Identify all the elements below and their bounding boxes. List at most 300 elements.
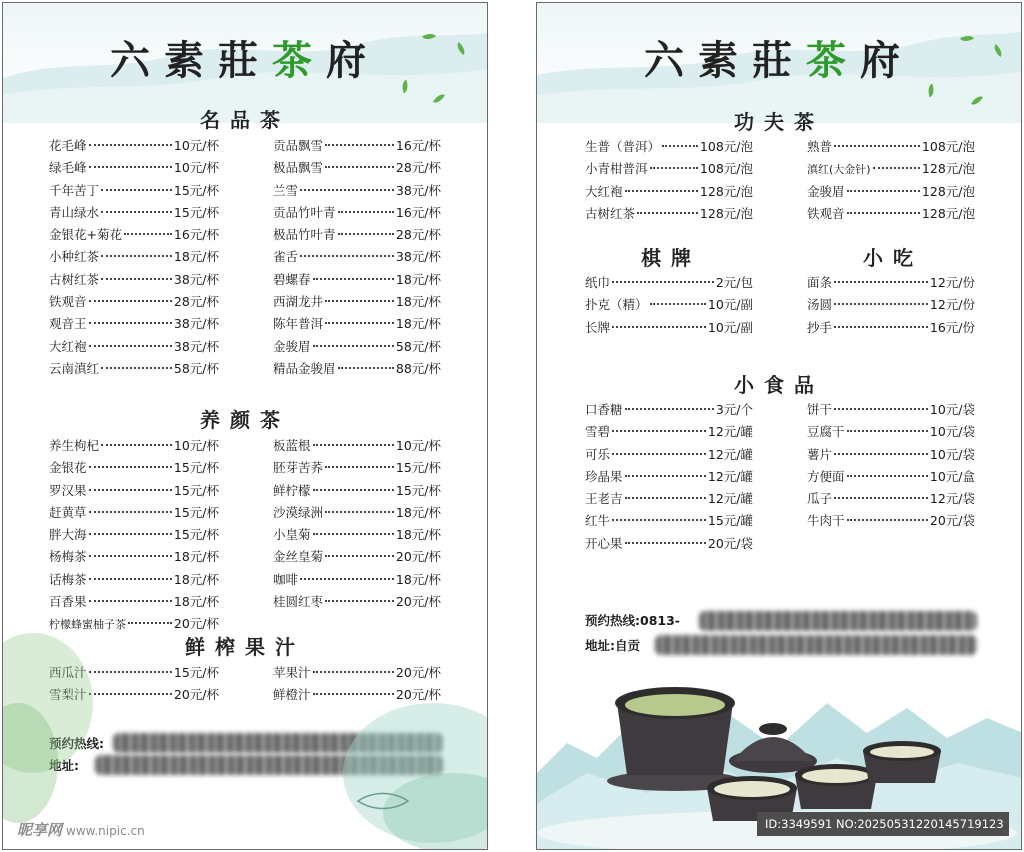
dot-leader (625, 408, 714, 410)
menu-item-price: 38元/杯 (395, 182, 441, 198)
dot-leader (612, 430, 706, 432)
menu-item-price: 18元/杯 (395, 527, 441, 543)
menu-item (273, 570, 441, 592)
menu-item (807, 422, 975, 444)
menu-item-price: 10元/袋 (929, 424, 975, 440)
menu-item-name: 铁观音 (807, 205, 845, 221)
menu-item-name: 瓜子 (807, 491, 833, 507)
dot-leader (325, 466, 394, 468)
dot-leader (625, 475, 706, 477)
menu-item-price: 18元/杯 (173, 249, 219, 265)
dot-leader (834, 281, 928, 283)
watermark-logo: 昵享网 www.nipic.cn (17, 821, 145, 839)
menu-item (49, 359, 219, 381)
menu-item-price: 20元/杯 (395, 665, 441, 680)
menu-item-name: 胚芽苦荞 (273, 460, 324, 476)
dot-leader (101, 189, 172, 191)
menu-item (49, 570, 219, 592)
menu-item (49, 314, 219, 336)
menu-item (585, 182, 753, 204)
menu-item (273, 436, 441, 458)
menu-item-name: 金骏眉 (807, 183, 845, 199)
dot-leader (325, 511, 394, 513)
menu-item-price: 16元/杯 (395, 138, 441, 153)
redacted-phone (699, 611, 977, 631)
dot-leader (101, 211, 172, 213)
menu-item-price: 18元/杯 (173, 594, 219, 610)
menu-card-right (536, 2, 1022, 850)
dot-leader (300, 255, 394, 257)
menu-item-price: 12元/罐 (707, 468, 753, 484)
menu-item-price: 28元/杯 (173, 294, 219, 310)
menu-item-price: 128元/泡 (699, 205, 753, 221)
dot-leader (325, 555, 394, 557)
menu-item-name: 百香果 (49, 594, 87, 610)
menu-item (585, 318, 753, 340)
menu-item-name: 兰雪 (273, 182, 299, 198)
menu-item-price: 38元/杯 (173, 338, 219, 354)
dot-leader (89, 533, 172, 535)
menu-item-price: 10元/杯 (173, 160, 219, 176)
menu-item-price: 18元/杯 (395, 571, 441, 587)
hotline-label: 预约热线: (49, 736, 104, 751)
dot-leader (313, 278, 394, 280)
menu-item-name: 杨梅茶 (49, 549, 87, 565)
dot-leader (89, 166, 172, 168)
menu-item-name: 柠檬蜂蜜柚子茶 (49, 618, 126, 632)
menu-item (49, 458, 219, 480)
menu-item (273, 592, 441, 614)
hotline-visible: 0813- (640, 613, 680, 628)
menu-item (49, 136, 219, 158)
menu-column (49, 136, 219, 381)
menu-item-name: 汤圆 (807, 297, 833, 313)
menu-item-price: 18元/杯 (173, 549, 219, 565)
menu-item-name: 桂圆红枣 (273, 594, 324, 610)
menu-item (49, 158, 219, 180)
menu-item (807, 511, 975, 533)
dot-leader (834, 145, 920, 147)
dot-leader (101, 367, 172, 369)
menu-item-price: 15元/杯 (173, 182, 219, 198)
dot-leader (89, 511, 172, 513)
dot-leader (834, 326, 928, 328)
menu-item (273, 292, 441, 314)
menu-item-price: 58元/杯 (173, 360, 219, 376)
dot-leader (89, 300, 172, 302)
menu-item-name: 罗汉果 (49, 482, 87, 498)
menu-item (807, 445, 975, 467)
menu-item (49, 292, 219, 314)
menu-item (807, 273, 975, 295)
menu-item (807, 318, 975, 340)
dot-leader (101, 255, 172, 257)
menu-item-price: 12元/罐 (707, 446, 753, 462)
menu-item (585, 534, 753, 556)
menu-item-price: 20元/杯 (395, 687, 441, 703)
menu-item-name: 精品金骏眉 (273, 360, 336, 376)
dot-leader (612, 519, 706, 521)
dot-leader (300, 578, 394, 580)
menu-item-name: 王老吉 (585, 491, 623, 507)
dot-leader (834, 408, 928, 410)
menu-item-name: 饼干 (807, 402, 833, 417)
menu-item-price: 20元/杯 (173, 616, 219, 632)
menu-item-name: 板蓝根 (273, 438, 311, 453)
dot-leader (625, 542, 706, 544)
menu-item-price: 10元/杯 (395, 438, 441, 453)
section-title-qipai: 棋牌 (641, 246, 701, 270)
menu-item (807, 137, 975, 159)
menu-item (273, 458, 441, 480)
menu-item-name: 云南滇红 (49, 360, 100, 376)
menu-item (273, 247, 441, 269)
menu-item-name: 可乐 (585, 446, 611, 462)
menu-item-price: 20元/袋 (929, 513, 975, 529)
redacted-address (655, 635, 977, 655)
menu-item-name: 西湖龙井 (273, 294, 324, 310)
dot-leader (338, 367, 394, 369)
dot-leader (313, 533, 394, 535)
menu-item (807, 489, 975, 511)
menu-item (273, 225, 441, 247)
dot-leader (612, 453, 706, 455)
menu-item-name: 豆腐干 (807, 424, 845, 440)
dot-leader (325, 166, 394, 168)
menu-item-name: 养生枸杞 (49, 438, 100, 453)
menu-item (807, 159, 975, 181)
menu-item (273, 270, 441, 292)
menu-item (807, 182, 975, 204)
menu-item-price: 128元/泡 (921, 161, 975, 177)
menu-item-name: 雪梨汁 (49, 687, 87, 703)
menu-item-name: 胖大海 (49, 527, 87, 543)
menu-item-name: 方便面 (807, 468, 845, 484)
menu-item-price: 18元/杯 (395, 294, 441, 310)
dot-leader (124, 233, 172, 235)
dot-leader (847, 190, 920, 192)
address-label: 地址:自贡 (585, 638, 641, 653)
menu-item-price: 20元/杯 (173, 687, 219, 703)
menu-item (273, 547, 441, 569)
menu-item (273, 481, 441, 503)
menu-item-price: 10元/袋 (929, 402, 975, 417)
menu-item-name: 薯片 (807, 446, 833, 462)
menu-item-price: 128元/泡 (699, 183, 753, 199)
address-label: 地址: (49, 758, 79, 773)
section-title-mingpin: 名品茶 (200, 108, 290, 132)
menu-item (585, 467, 753, 489)
menu-item-price: 10元/杯 (173, 438, 219, 453)
dot-leader (89, 466, 172, 468)
menu-item (585, 422, 753, 444)
menu-item (807, 204, 975, 226)
menu-item-price: 16元/杯 (173, 227, 219, 243)
menu-item-price: 38元/杯 (173, 316, 219, 332)
menu-item-price: 15元/杯 (173, 482, 219, 498)
menu-item (807, 467, 975, 489)
dot-leader (834, 453, 928, 455)
menu-item-name: 雪碧 (585, 424, 611, 440)
dot-leader (625, 497, 706, 499)
menu-item (273, 136, 441, 158)
menu-item-name: 花毛峰 (49, 138, 87, 153)
menu-item-price: 38元/杯 (395, 249, 441, 265)
menu-column (585, 400, 753, 556)
menu-item-name: 熟普 (807, 139, 833, 154)
menu-item (585, 489, 753, 511)
menu-item-name: 扑克（精） (585, 297, 648, 313)
menu-item-name: 千年苦丁 (49, 182, 100, 198)
menu-item-price: 16元/杯 (395, 204, 441, 220)
menu-item-name: 雀舌 (273, 249, 299, 265)
menu-item (273, 359, 441, 381)
dot-leader (662, 145, 698, 147)
menu-item (585, 204, 753, 226)
menu-item-price: 20元/袋 (707, 535, 753, 551)
brand-title: 六素莊茶府 (110, 37, 380, 84)
menu-column (585, 273, 753, 340)
menu-item (49, 481, 219, 503)
menu-item-price: 128元/泡 (921, 205, 975, 221)
ink-wash-decoration (3, 623, 488, 850)
menu-item-name: 长牌 (585, 319, 611, 335)
menu-item-price: 18元/杯 (395, 271, 441, 287)
menu-item-price: 15元/杯 (173, 504, 219, 520)
menu-item-price: 20元/杯 (395, 594, 441, 610)
menu-item-name: 小青柑普洱 (585, 161, 648, 177)
menu-item (49, 503, 219, 525)
menu-item-price: 88元/杯 (395, 360, 441, 376)
menu-item-price: 10元/杯 (173, 138, 219, 153)
menu-column (807, 273, 975, 340)
menu-item-price: 10元/副 (707, 319, 753, 335)
menu-item (49, 436, 219, 458)
section-title-yangyan: 养颜茶 (200, 408, 290, 432)
dot-leader (834, 497, 928, 499)
dot-leader (89, 489, 172, 491)
menu-item (273, 181, 441, 203)
menu-item-name: 咖啡 (273, 571, 299, 587)
dot-leader (89, 322, 172, 324)
hotline-label: 预约热线:0813- (585, 613, 680, 628)
menu-item (49, 525, 219, 547)
menu-item-price: 10元/盒 (929, 468, 975, 484)
menu-item-name: 面条 (807, 275, 833, 290)
dot-leader (612, 281, 714, 283)
menu-item-price: 20元/杯 (395, 549, 441, 565)
menu-item (585, 159, 753, 181)
dot-leader (313, 489, 394, 491)
section-title-juice: 鲜榨果汁 (185, 635, 305, 659)
menu-item-price: 12元/罐 (707, 491, 753, 507)
dot-leader (89, 555, 172, 557)
menu-column (273, 436, 441, 614)
menu-item (273, 503, 441, 525)
menu-item (49, 337, 219, 359)
menu-item (585, 445, 753, 467)
menu-item-name: 大红袍 (585, 183, 623, 199)
section-title-xiaochi: 小吃 (863, 246, 923, 270)
menu-item-name: 鲜柠檬 (273, 482, 311, 498)
address-visible: 自贡 (615, 638, 641, 653)
menu-item (585, 295, 753, 317)
menu-item-name: 珍晶果 (585, 468, 623, 484)
menu-item-price: 108元/泡 (921, 139, 975, 154)
dot-leader (325, 144, 394, 146)
menu-column (807, 400, 975, 534)
menu-item-name: 滇红(大金针) (807, 163, 871, 177)
menu-item-name: 金骏眉 (273, 338, 311, 354)
menu-column (585, 137, 753, 226)
menu-item-name: 陈年普洱 (273, 316, 324, 332)
dot-leader (313, 345, 394, 347)
menu-item-price: 15元/罐 (707, 513, 753, 529)
dot-leader (847, 212, 920, 214)
menu-item-name: 苹果汁 (273, 665, 311, 680)
menu-item (273, 314, 441, 336)
menu-item-price: 12元/罐 (707, 424, 753, 440)
menu-item-name: 开心果 (585, 535, 623, 551)
menu-item-name: 贡品竹叶青 (273, 204, 336, 220)
menu-item-price: 10元/副 (707, 297, 753, 313)
menu-item-price: 12元/袋 (929, 491, 975, 507)
dot-leader (637, 212, 698, 214)
menu-item-price: 18元/杯 (395, 316, 441, 332)
menu-item-name: 铁观音 (49, 294, 87, 310)
dot-leader (873, 167, 920, 169)
menu-item-price: 12元/份 (929, 297, 975, 313)
dot-leader (612, 326, 706, 328)
brand-title: 六素莊茶府 (644, 37, 914, 84)
menu-item-price: 15元/杯 (395, 460, 441, 476)
menu-item-price: 2元/包 (715, 275, 753, 290)
dot-leader (101, 444, 172, 446)
menu-item-price: 12元/份 (929, 275, 975, 290)
dot-leader (834, 303, 928, 305)
menu-item-price: 108元/泡 (699, 161, 753, 177)
dot-leader (325, 300, 394, 302)
dot-leader (338, 211, 394, 213)
menu-item-name: 小皇菊 (273, 527, 311, 543)
dot-leader (325, 600, 394, 602)
dot-leader (325, 322, 394, 324)
menu-item-name: 小种红茶 (49, 249, 100, 265)
menu-card-left (2, 2, 488, 850)
menu-item-price: 18元/杯 (173, 571, 219, 587)
dot-leader (847, 430, 928, 432)
menu-item (273, 203, 441, 225)
menu-item (49, 270, 219, 292)
dot-leader (847, 519, 928, 521)
dot-leader (847, 475, 928, 477)
dot-leader (89, 578, 172, 580)
menu-item-name: 古树红茶 (585, 205, 636, 221)
dot-leader (300, 189, 394, 191)
menu-item (585, 511, 753, 533)
menu-item-name: 观音王 (49, 316, 87, 332)
menu-item-name: 红牛 (585, 513, 611, 529)
menu-item-name: 绿毛峰 (49, 160, 87, 176)
section-title-snacks: 小食品 (734, 373, 824, 397)
menu-item-price: 15元/杯 (173, 204, 219, 220)
dot-leader (338, 233, 394, 235)
menu-item-price: 10元/袋 (929, 446, 975, 462)
dot-leader (650, 303, 706, 305)
menu-item-name: 碧螺春 (273, 271, 311, 287)
menu-item-price: 15元/杯 (395, 482, 441, 498)
menu-item-name: 金丝皇菊 (273, 549, 324, 565)
menu-item (807, 400, 975, 422)
menu-item-name: 生普（普洱） (585, 139, 661, 154)
menu-item (49, 247, 219, 269)
menu-item (585, 400, 753, 422)
menu-column (49, 436, 219, 637)
menu-item-name: 口香糖 (585, 402, 623, 417)
menu-item-price: 15元/杯 (173, 665, 219, 680)
menu-item (49, 547, 219, 569)
menu-item-name: 大红袍 (49, 338, 87, 354)
menu-item-price: 3元/个 (715, 402, 753, 417)
menu-item-name: 鲜橙汁 (273, 687, 311, 703)
menu-item (49, 203, 219, 225)
menu-item (585, 273, 753, 295)
menu-item-price: 38元/杯 (173, 271, 219, 287)
menu-item-name: 贡品飘雪 (273, 138, 324, 153)
menu-item (49, 592, 219, 614)
section-title-gongfu: 功夫茶 (734, 110, 824, 134)
menu-item (273, 337, 441, 359)
dot-leader (89, 600, 172, 602)
menu-item (49, 181, 219, 203)
dot-leader (650, 167, 698, 169)
menu-item (807, 295, 975, 317)
menu-item (273, 158, 441, 180)
menu-item-name: 纸巾 (585, 275, 611, 290)
menu-item-price: 28元/杯 (395, 227, 441, 243)
menu-item-price: 16元/份 (929, 319, 975, 335)
menu-column (807, 137, 975, 226)
menu-item-name: 牛肉干 (807, 513, 845, 529)
menu-item (273, 525, 441, 547)
menu-item-price: 15元/杯 (173, 527, 219, 543)
menu-item-price: 58元/杯 (395, 338, 441, 354)
dot-leader (89, 144, 172, 146)
menu-item-name: 极品飘雪 (273, 160, 324, 176)
menu-item-price: 128元/泡 (921, 183, 975, 199)
dot-leader (625, 190, 698, 192)
menu-item (585, 137, 753, 159)
menu-item-name: 抄手 (807, 319, 833, 335)
menu-item-price: 108元/泡 (699, 139, 753, 154)
dot-leader (89, 345, 172, 347)
watermark-id: ID:3349591 NO:20250531220145719123 (757, 812, 1009, 836)
menu-item-price: 15元/杯 (173, 460, 219, 476)
menu-item-name: 古树红茶 (49, 271, 100, 287)
dot-leader (101, 278, 172, 280)
menu-item-price: 18元/杯 (395, 504, 441, 520)
menu-item-price: 28元/杯 (395, 160, 441, 176)
menu-column (273, 136, 441, 381)
dot-leader (313, 444, 394, 446)
menu-item-name: 西瓜汁 (49, 665, 87, 680)
menu-item-name: 青山绿水 (49, 204, 100, 220)
menu-item-name: 极品竹叶青 (273, 227, 336, 243)
menu-item-name: 沙漠绿洲 (273, 504, 324, 520)
menu-item-name: 话梅茶 (49, 571, 87, 587)
menu-item-name: 赶黄草 (49, 504, 87, 520)
menu-item-name: 金银花 (49, 460, 87, 476)
